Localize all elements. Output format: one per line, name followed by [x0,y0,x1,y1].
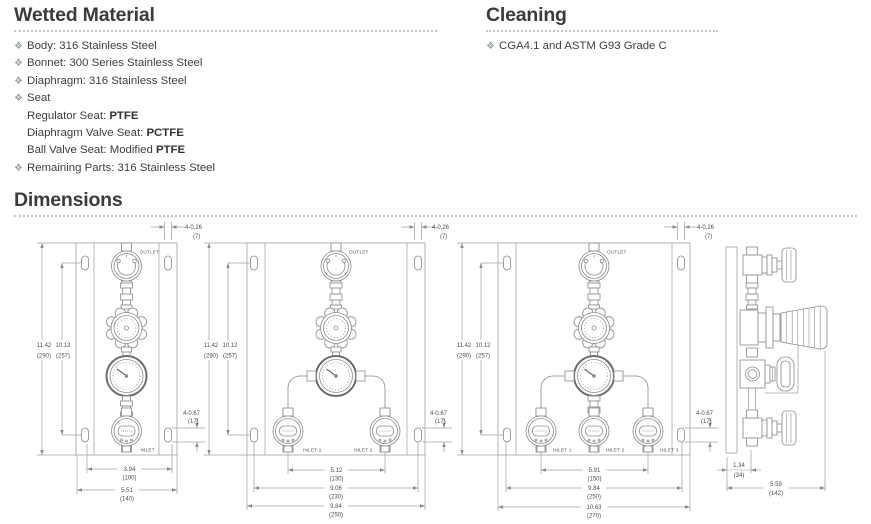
diamond-bullet-icon: ❖ [14,75,23,87]
dim-label: 10.12 [222,343,238,349]
dim-label: 4-0.67 [183,411,201,417]
list-item: ❖ Remaining Parts: 316 Stainless Steel [14,160,437,177]
dim-label: (130) [329,476,344,483]
dim-label: (34) [733,473,745,479]
dim-label: (250) [586,494,602,501]
dim-label: INLET 2 [606,447,625,453]
dimension-drawings [0,214,871,524]
dim-label: (17) [701,419,712,425]
dim-label: (150) [587,476,602,483]
dim-label: 3.94 [123,467,136,473]
dim-label: (7) [193,234,201,240]
dim-label: 10.12 [475,343,491,349]
wetted-material-section [14,3,437,177]
dim-label: (230) [328,494,344,501]
dim-label: 11.42 [203,343,219,349]
dim-label: (100) [122,475,137,482]
dim-label: 4-0.67 [696,411,714,417]
diamond-bullet-icon: ❖ [14,41,23,52]
cleaning-section [486,3,718,55]
dim-label: 5.59 [770,482,782,488]
dim-label: (290) [36,353,52,360]
list-item-sub: Regulator Seat: PTFE [27,109,139,122]
dim-label: 4-0.26 [432,225,450,231]
dim-label: OUTLET [349,249,369,255]
dim-label: INLET 3 [660,447,679,453]
dim-label: (142) [768,491,784,497]
dim-label: 9.84 [330,504,342,510]
list-item-sub: Ball Valve Seat: Modified PTFE [27,144,186,157]
dim-label: (270) [586,513,602,520]
dim-label: INLET 2 [354,447,373,453]
dim-label: 4-0.67 [430,411,448,417]
dim-label: 9.84 [588,486,600,492]
list-item: ❖ Seat [14,90,437,107]
list-item: ❖ Diaphragm: 316 Stainless Steel [14,73,437,90]
dim-label: 5.91 [588,468,601,474]
dim-label: (17) [435,419,446,425]
wetted-material-heading: Wetted Material [14,3,437,32]
dim-label: (7) [440,234,448,240]
dim-label: 4-0.26 [185,225,203,231]
diamond-bullet-icon: ❖ [14,58,23,70]
list-item: ❖ Bonnet: 300 Series Stainless Steel [14,55,437,72]
diamond-bullet-icon: ❖ [486,41,495,52]
panel-drawing [453,222,718,520]
dim-label: 11.42 [36,343,52,349]
dim-label: (257) [222,353,238,360]
dim-label: 5.51 [121,488,133,494]
cleaning-list [486,38,718,55]
dim-label: (257) [475,353,491,360]
dim-label: (7) [705,234,713,240]
dim-label: 10.12 [55,343,71,349]
wetted-material-list [14,38,437,177]
dimensions-section [14,188,857,217]
dim-label: (290) [203,353,219,360]
dim-label: INLET [140,447,155,453]
dim-label: (290) [456,353,472,360]
diamond-bullet-icon: ❖ [14,162,23,174]
cleaning-heading: Cleaning [486,3,718,32]
dim-label: 9.06 [330,486,342,492]
dim-label: 11.42 [456,343,472,349]
list-item-sub: Diaphragm Valve Seat: PCTFE [27,127,184,140]
diamond-bullet-icon: ❖ [14,93,23,105]
dim-label: INLET 1 [553,447,572,453]
dim-label: INLET 1 [303,447,322,453]
side-view-drawing [717,247,827,497]
dim-label: OUTLET [607,249,627,255]
dim-label: 5.12 [330,468,343,474]
dim-label: 10.63 [586,505,602,511]
dim-label: (250) [328,512,344,519]
dim-label: (257) [55,353,71,360]
list-item: ❖ Body: 316 Stainless Steel [14,38,437,55]
list-item: ❖ CGA4.1 and ASTM G93 Grade C [486,38,718,55]
dim-label: (17) [188,419,199,425]
panel-drawing [33,222,205,503]
panel-drawing [200,222,452,519]
dim-label: (140) [119,496,135,503]
dimensions-heading: Dimensions [14,188,857,217]
dim-label: OUTLET [139,249,160,255]
dim-label: 1.34 [733,463,745,469]
dim-label: 4-0.26 [697,225,715,231]
